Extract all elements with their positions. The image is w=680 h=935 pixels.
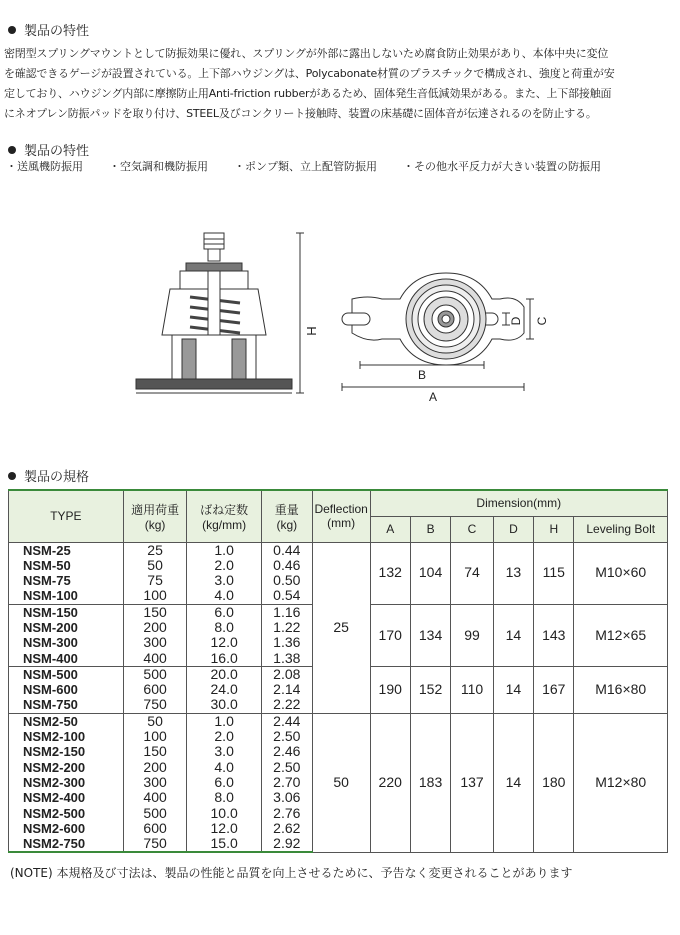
bullet-icon xyxy=(8,26,16,34)
dim-h-cell: 143 xyxy=(534,604,574,666)
load-cell: 400 xyxy=(123,790,187,805)
load-cell: 750 xyxy=(123,697,187,713)
weight-cell: 0.54 xyxy=(261,588,312,604)
load-cell: 300 xyxy=(123,635,187,650)
spring-constant-cell: 8.0 xyxy=(187,790,261,805)
load-cell: 750 xyxy=(123,836,187,852)
section-title-text: 製品の特性 xyxy=(24,24,90,39)
header-dim-h: H xyxy=(534,516,574,542)
spec-table xyxy=(8,489,668,853)
dim-b-cell: 152 xyxy=(410,666,450,713)
load-cell: 500 xyxy=(123,806,187,821)
weight-cell: 2.46 xyxy=(261,744,312,759)
dim-a-cell: 220 xyxy=(370,713,410,852)
weight-cell: 2.76 xyxy=(261,806,312,821)
spring-constant-cell: 12.0 xyxy=(187,821,261,836)
weight-cell: 2.22 xyxy=(261,697,312,713)
leveling-bolt-cell: M12×65 xyxy=(574,604,668,666)
header-spring-label: ばね定数 xyxy=(200,502,249,517)
side-section-drawing xyxy=(136,233,304,393)
application-item: ・ポンプ類、立上配管防振用 xyxy=(234,160,377,173)
spring-constant-cell: 20.0 xyxy=(187,666,261,682)
dimension-label-a: A xyxy=(428,390,438,404)
type-cell: NSM-750 xyxy=(9,697,124,713)
load-cell: 100 xyxy=(123,729,187,744)
spring-constant-cell: 4.0 xyxy=(187,760,261,775)
dim-a-cell: 170 xyxy=(370,604,410,666)
dimension-label-c: C xyxy=(535,316,549,326)
mount-drawings xyxy=(0,215,680,415)
weight-cell: 2.50 xyxy=(261,760,312,775)
type-cell: NSM2-600 xyxy=(9,821,124,836)
spring-constant-cell: 10.0 xyxy=(187,806,261,821)
dim-b-cell: 104 xyxy=(410,542,450,604)
type-cell: NSM-75 xyxy=(9,573,124,588)
dim-d-cell: 13 xyxy=(493,542,533,604)
dim-d-cell: 14 xyxy=(493,666,533,713)
weight-cell: 0.46 xyxy=(261,558,312,573)
load-cell: 25 xyxy=(123,542,187,558)
load-cell: 50 xyxy=(123,558,187,573)
dim-d-cell: 14 xyxy=(493,713,533,852)
load-cell: 400 xyxy=(123,651,187,667)
header-spring-unit: (kg/mm) xyxy=(202,517,247,532)
header-load-unit: (kg) xyxy=(144,517,166,532)
weight-cell: 2.62 xyxy=(261,821,312,836)
header-weight-unit: (kg) xyxy=(276,517,298,532)
description-paragraph xyxy=(4,44,676,124)
spring-constant-cell: 15.0 xyxy=(187,836,261,852)
spring-constant-cell: 12.0 xyxy=(187,635,261,650)
type-cell: NSM-300 xyxy=(9,635,124,650)
type-cell: NSM-25 xyxy=(9,542,124,558)
spring-constant-cell: 16.0 xyxy=(187,651,261,667)
application-list xyxy=(6,158,601,174)
description-line: 密閉型スプリングマウントとして防振効果に優れ、スプリングが外部に露出しないため腐食防止効果があり、本体中央に変位 xyxy=(4,47,609,60)
dim-a-cell: 190 xyxy=(370,666,410,713)
load-cell: 100 xyxy=(123,588,187,604)
type-cell: NSM-50 xyxy=(9,558,124,573)
load-cell: 75 xyxy=(123,573,187,588)
header-load-label: 適用荷重 xyxy=(131,502,180,517)
spring-constant-cell: 2.0 xyxy=(187,729,261,744)
dim-c-cell: 99 xyxy=(451,604,493,666)
spring-constant-cell: 3.0 xyxy=(187,573,261,588)
description-line: にネオプレン防振パッドを取り付け、STEEL及びコンクリート接触時、装置の床基礎に固体音が伝達されるのを防止する。 xyxy=(4,107,597,120)
leveling-bolt-cell: M10×60 xyxy=(574,542,668,604)
weight-cell: 2.44 xyxy=(261,713,312,729)
weight-cell: 2.08 xyxy=(261,666,312,682)
type-cell: NSM2-50 xyxy=(9,713,124,729)
bullet-icon xyxy=(8,472,16,480)
application-item: ・その他水平反力が大きい装置の防振用 xyxy=(403,160,601,173)
header-dimension: Dimension(mm) xyxy=(370,490,667,516)
dimension-label-d: D xyxy=(509,316,523,326)
header-weight xyxy=(261,490,312,542)
spec-table-body xyxy=(9,542,668,852)
load-cell: 600 xyxy=(123,821,187,836)
application-item: ・空気調和機防振用 xyxy=(109,160,208,173)
section-title-characteristics xyxy=(8,20,89,39)
dim-h-cell: 167 xyxy=(534,666,574,713)
section-title-specifications xyxy=(8,466,89,485)
load-cell: 300 xyxy=(123,775,187,790)
header-load xyxy=(123,490,187,542)
weight-cell: 1.22 xyxy=(261,620,312,635)
top-view-drawing xyxy=(342,273,534,391)
header-deflection-unit: (mm) xyxy=(327,516,356,531)
dim-h-cell: 115 xyxy=(534,542,574,604)
header-deflection xyxy=(312,490,370,542)
type-cell: NSM2-400 xyxy=(9,790,124,805)
section-title-text: 製品の特性 xyxy=(24,144,90,159)
type-cell: NSM-600 xyxy=(9,682,124,697)
load-cell: 500 xyxy=(123,666,187,682)
weight-cell: 1.38 xyxy=(261,651,312,667)
load-cell: 150 xyxy=(123,744,187,759)
dim-h-cell: 180 xyxy=(534,713,574,852)
load-cell: 50 xyxy=(123,713,187,729)
spring-constant-cell: 1.0 xyxy=(187,542,261,558)
type-cell: NSM-200 xyxy=(9,620,124,635)
weight-cell: 2.70 xyxy=(261,775,312,790)
spring-constant-cell: 4.0 xyxy=(187,588,261,604)
weight-cell: 3.06 xyxy=(261,790,312,805)
type-cell: NSM2-500 xyxy=(9,806,124,821)
load-cell: 600 xyxy=(123,682,187,697)
spring-constant-cell: 2.0 xyxy=(187,558,261,573)
description-line: を確認できるゲージが設置されている。上下部ハウジングは、Polycabonate材質のプラスチックで構成され、強度と荷重が安 xyxy=(4,67,615,80)
weight-cell: 2.92 xyxy=(261,836,312,852)
weight-cell: 0.44 xyxy=(261,542,312,558)
dim-a-cell: 132 xyxy=(370,542,410,604)
dim-c-cell: 137 xyxy=(451,713,493,852)
load-cell: 200 xyxy=(123,620,187,635)
header-dim-c: C xyxy=(451,516,493,542)
deflection-cell: 50 xyxy=(312,713,370,852)
spring-constant-cell: 8.0 xyxy=(187,620,261,635)
type-cell: NSM-150 xyxy=(9,604,124,620)
header-dim-a: A xyxy=(370,516,410,542)
dim-b-cell: 134 xyxy=(410,604,450,666)
spring-constant-cell: 6.0 xyxy=(187,604,261,620)
header-deflection-label: Deflection xyxy=(314,502,368,517)
spring-constant-cell: 24.0 xyxy=(187,682,261,697)
dim-c-cell: 74 xyxy=(451,542,493,604)
weight-cell: 2.50 xyxy=(261,729,312,744)
type-cell: NSM2-100 xyxy=(9,729,124,744)
dimension-label-b: B xyxy=(417,368,427,382)
type-cell: NSM2-200 xyxy=(9,760,124,775)
leveling-bolt-cell: M16×80 xyxy=(574,666,668,713)
spring-constant-cell: 30.0 xyxy=(187,697,261,713)
spring-constant-cell: 6.0 xyxy=(187,775,261,790)
note-text: (NOTE) 本規格及び寸法は、製品の性能と品質を向上させるために、予告なく変更されることがあります xyxy=(10,866,573,880)
deflection-cell: 25 xyxy=(312,542,370,713)
dim-c-cell: 110 xyxy=(451,666,493,713)
header-weight-label: 重量 xyxy=(274,502,299,517)
type-cell: NSM2-300 xyxy=(9,775,124,790)
load-cell: 200 xyxy=(123,760,187,775)
section-title-applications xyxy=(8,140,89,159)
leveling-bolt-cell: M12×80 xyxy=(574,713,668,852)
header-type: TYPE xyxy=(9,490,124,542)
dimension-label-h: H xyxy=(304,326,319,336)
bullet-icon xyxy=(8,146,16,154)
type-cell: NSM-100 xyxy=(9,588,124,604)
header-spring-constant xyxy=(187,490,261,542)
type-cell: NSM-400 xyxy=(9,651,124,667)
application-item: ・送風機防振用 xyxy=(6,160,83,173)
header-leveling-bolt: Leveling Bolt xyxy=(574,516,668,542)
load-cell: 150 xyxy=(123,604,187,620)
dim-b-cell: 183 xyxy=(410,713,450,852)
section-title-text: 製品の規格 xyxy=(24,470,90,485)
spring-constant-cell: 3.0 xyxy=(187,744,261,759)
table-row xyxy=(9,542,668,558)
weight-cell: 1.36 xyxy=(261,635,312,650)
table-row xyxy=(9,713,668,729)
header-dim-b: B xyxy=(410,516,450,542)
type-cell: NSM-500 xyxy=(9,666,124,682)
description-line: 定しており、ハウジング内部に摩擦防止用Anti-friction rubberがあるため、固体発生音低減効果がある。また、上下部接触面 xyxy=(4,87,612,100)
weight-cell: 2.14 xyxy=(261,682,312,697)
header-dim-d: D xyxy=(493,516,533,542)
type-cell: NSM2-750 xyxy=(9,836,124,852)
dim-d-cell: 14 xyxy=(493,604,533,666)
weight-cell: 0.50 xyxy=(261,573,312,588)
spring-constant-cell: 1.0 xyxy=(187,713,261,729)
weight-cell: 1.16 xyxy=(261,604,312,620)
type-cell: NSM2-150 xyxy=(9,744,124,759)
